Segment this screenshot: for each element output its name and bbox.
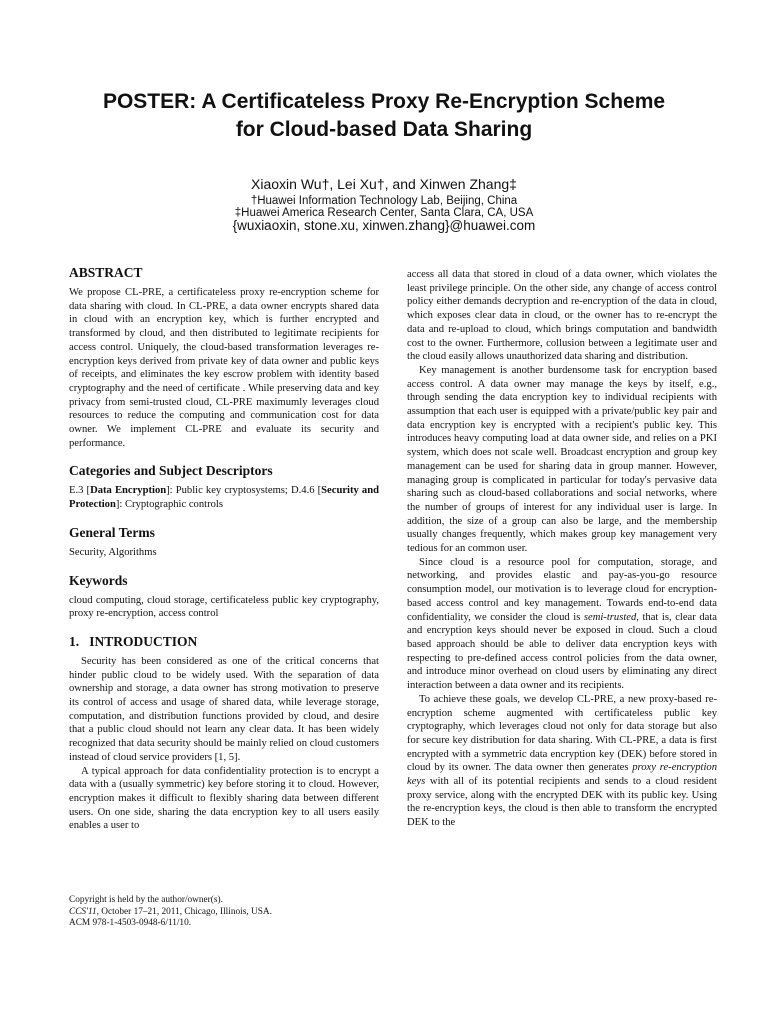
keywords-section — [69, 572, 379, 621]
author-list: Xiaoxin Wu†, Lei Xu†, and Xinwen Zhang‡ — [251, 176, 517, 192]
copyright-footnote — [69, 895, 379, 930]
category-data-encryption: Data Encryption — [90, 485, 167, 497]
proxy-reencryption-keys-term: proxy re-encryption keys — [407, 762, 717, 788]
introduction-paragraph-2: A typical approach for data confidentiality protection is to encrypt a data with a (usually symmetric) key before storing it to cloud. However, encryption makes it difficult to flexibly sharing data between different users. On one side, sharing the data encryption key to all users easily enables a user to — [69, 765, 379, 832]
general-terms-heading: General Terms — [69, 524, 155, 540]
category-security-protection: Security and Protection — [69, 485, 379, 511]
paper-title — [40, 88, 728, 144]
conference-name: CCS'11, — [69, 906, 99, 917]
key-management-paragraph: Key management is another burdensome task for encryption based access control. A data owner may manage the keys by itself, e.g., through sending the data encryption key to individual recipients with assumption that each user is equipped with a private/public key pair and data encryption key is encrypted with a recipient's public key. This introduces heavy computing load at data owner side, and relies on a PKI system, which does not scale well. Broadcast encryption and group key management can be used for sharing data in group manner. However, managing group is complicated in particular for today's pervasive data sharing such as cloud-based collaborations and social networks, where the number of groups of interest for any individual user is large. In addition, the size of a group can also be large, and the membership usually changes frequently, which makes group key management very tedious for an common user. — [407, 364, 717, 555]
categories-section — [69, 462, 379, 511]
abstract-text: We propose CL-PRE, a certificateless proxy re-encryption scheme for data sharing with cloud. In CL-PRE, a data owner encrypts shared data in cloud with an encryption key, which is further encrypted and transformed by cloud, and then distributed to legitimate recipients for access control. Uniquely, the cloud-based transformation leverages re-encryption keys derived from private key of data owner and public keys of receipts, and eliminates the key escrow problem with identity based cryptography and the need of certificate . While preserving data and key privacy from semi-trusted cloud, CL-PRE maximumly leverages cloud resources to reduce the computing and communication cost for data owner. We implement CL-PRE and evaluate its security and performance. — [69, 287, 379, 449]
cl-pre-overview-paragraph: To achieve these goals, we develop CL-PRE, a new proxy-based re-encryption scheme augmented with certificateless public key cryptography, which leverages cloud not only for data storage but also for secure key distribution for data sharing. With CL-PRE, a data is first encrypted with a symmetric data encryption key (DEK) before stored in cloud by its owner. The data owner then generates proxy re-encryption keys with all of its potential recipients and sends to a cloud resident proxy service, along with the encrypted DEK with its public key. Using the re-encryption keys, the cloud is then able to transform the encrypted DEK to the — [407, 693, 717, 829]
introduction-paragraph-1: Security has been considered as one of the critical concerns that hinder public cloud to be widely used. With the separation of data ownership and storage, a data owner has strong motivation to preserve its control of access and usage of shared data, while leverage storage, computation, and distribution functions provided by cloud, and desire that a public cloud should not learn any clear data. It has been widely recognized that data security should be mainly relied on cloud customers instead of cloud service providers [1, 5]. — [69, 655, 379, 763]
keywords-heading: Keywords — [69, 572, 128, 588]
intro-continued-paragraph: access all data that stored in cloud of a data owner, which violates the least privilege principle. On the other side, any change of access control policy either demands decryption and re-encryption of the data in cloud, which exposes clear data in cloud, or the owner has to re-encrypt the data and re-upload to cloud, which brings computation and bandwidth cost to the owner. Furthermore, collusion between a legitimate user and the cloud easily allows unauthorized data sharing and distribution. — [407, 269, 717, 363]
general-terms-text: Security, Algorithms — [69, 546, 157, 558]
abstract-heading: ABSTRACT — [69, 265, 143, 280]
affiliation-huawei-america: ‡Huawei America Research Center, Santa Clara, CA, USA — [234, 207, 534, 219]
copyright-line: Copyright is held by the author/owner(s). — [69, 895, 223, 905]
introduction-section — [69, 633, 379, 833]
title-line-1: POSTER: A Certificateless Proxy Re-Encryption Scheme — [102, 90, 666, 113]
title-line-2: for Cloud-based Data Sharing — [235, 118, 533, 141]
general-terms-section — [69, 524, 379, 560]
author-emails: {wuxiaoxin, stone.xu, xinwen.zhang}@huawei.com — [232, 218, 536, 233]
conference-line: CCS'11, October 17–21, 2011, Chicago, Illinois, USA. — [69, 906, 272, 917]
motivation-paragraph: Since cloud is a resource pool for computation, storage, and networking, and provides elastic and pay-as-you-go resource consumption model, our motivation is to leverage cloud for encryption-based access control and key management. Towards end-to-end data confidentiality, we consider the cloud is semi-trusted, that is, clear data and encryption keys should never be exposed in cloud. Such a cloud based approach should be able to deliver data encryption keys with respecting to pre-defined access control policies from the data owner, and introduce minor overhead on cloud users by eliminating any direct interaction between a data owner and its recipients. — [407, 556, 717, 692]
keywords-text: cloud computing, cloud storage, certificateless public key cryptography, proxy re-encryption, access control — [69, 594, 379, 620]
acm-number-line: ACM 978-1-4503-0948-6/11/10. — [69, 918, 192, 928]
abstract-section — [69, 264, 379, 450]
categories-text: E.3 [Data Encryption]: Public key cryptosystems; D.4.6 [Security and Protection]: Cryptographic controls — [69, 485, 379, 511]
right-column — [407, 268, 717, 830]
left-column — [69, 264, 379, 833]
introduction-heading: 1. INTRODUCTION — [69, 633, 198, 649]
semi-trusted-term: semi-trusted — [583, 611, 637, 623]
affiliation-huawei-beijing: †Huawei Information Technology Lab, Beijing, China — [250, 195, 518, 207]
categories-heading: Categories and Subject Descriptors — [69, 463, 273, 479]
